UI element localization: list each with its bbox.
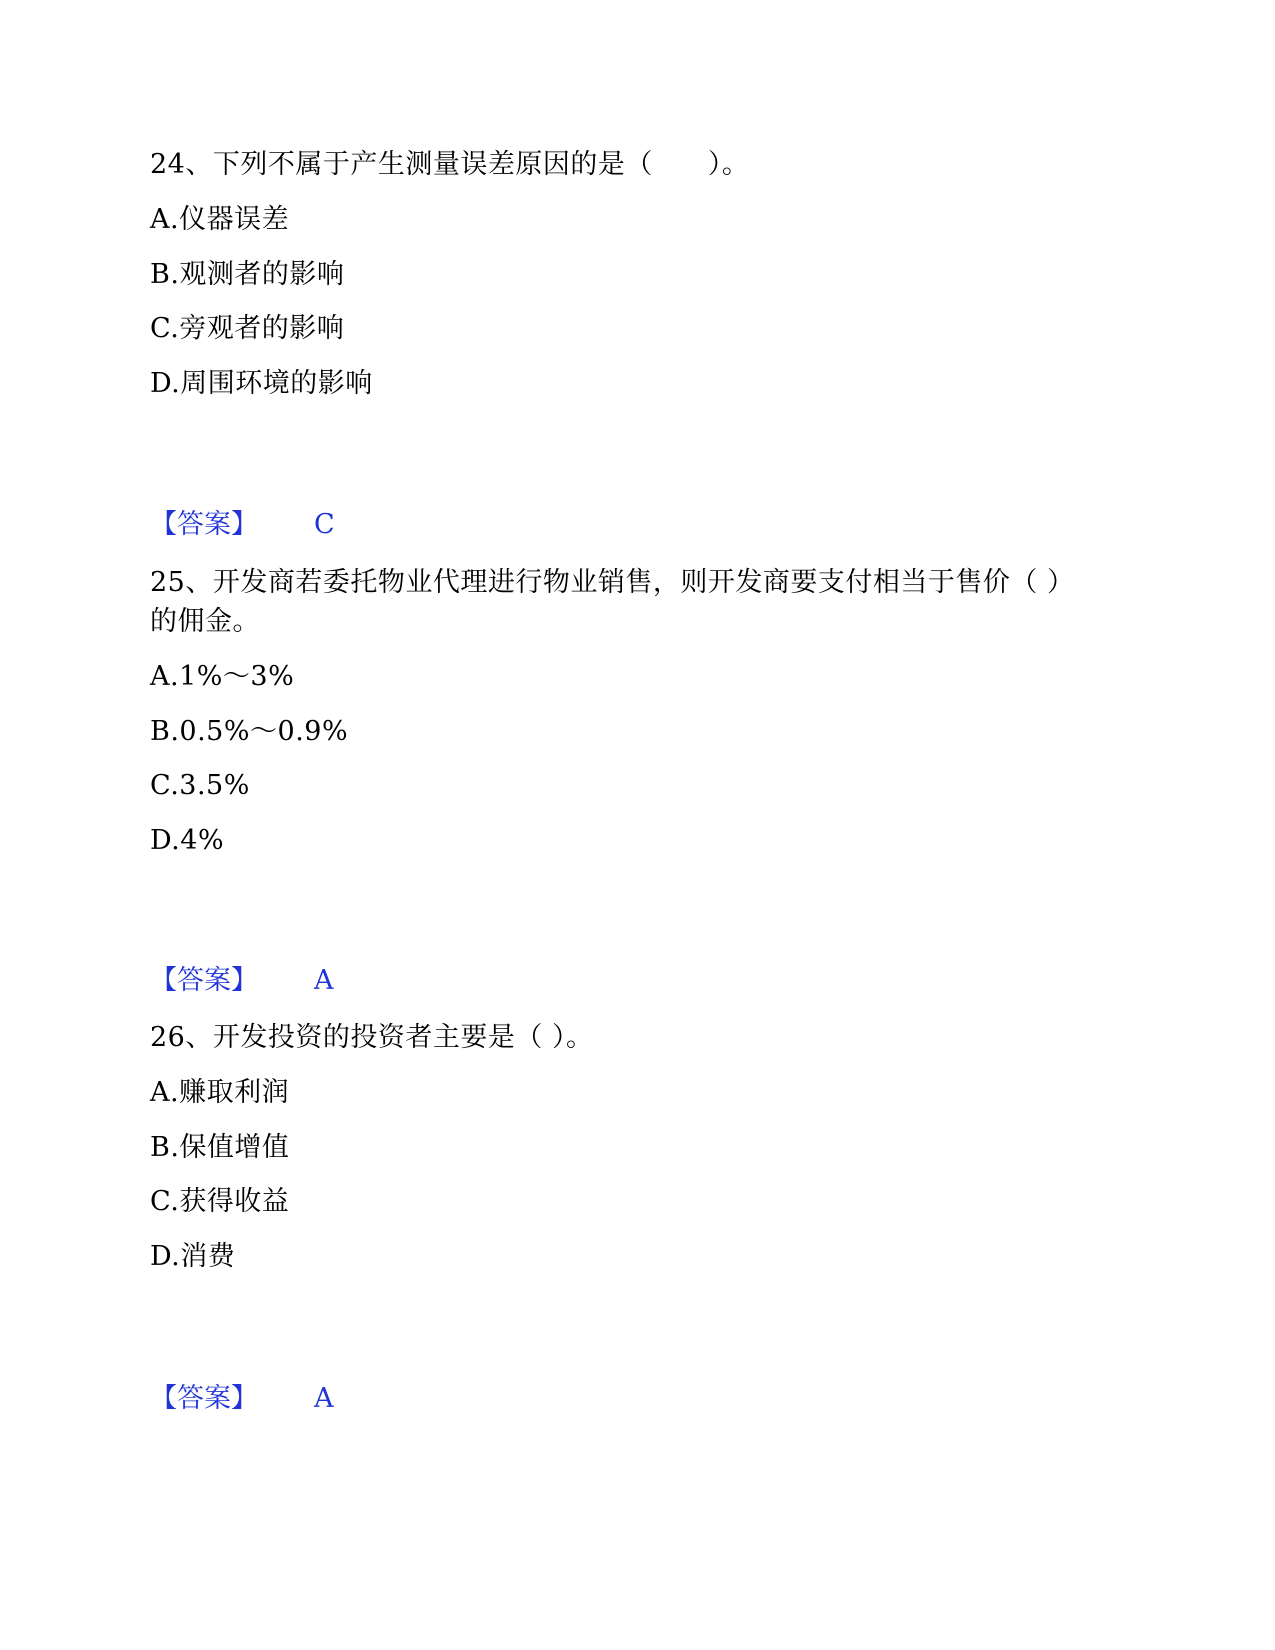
question-25-stem-line-1: 25、开发商若委托物业代理进行物业销售，则开发商要支付相当于售价（ ） xyxy=(150,567,1075,598)
question-24-option-c: C.旁观者的影响 xyxy=(150,313,345,344)
answer-value: A xyxy=(314,965,334,996)
answer-value: A xyxy=(314,1383,334,1414)
question-24-answer xyxy=(150,507,335,543)
question-25-option-c: C.3.5% xyxy=(150,770,250,801)
question-25-option-d: D.4% xyxy=(150,825,225,856)
answer-label: 【答案】 xyxy=(150,509,258,540)
question-26-option-a: A.赚取利润 xyxy=(150,1077,290,1108)
question-26-option-d: D.消费 xyxy=(150,1241,236,1272)
question-25-option-a: A.1%～3% xyxy=(150,661,295,692)
question-25-stem-line-2: 的佣金。 xyxy=(150,606,260,637)
answer-label: 【答案】 xyxy=(150,1383,258,1414)
question-25-answer xyxy=(150,963,334,999)
question-24-option-a: A.仪器误差 xyxy=(150,204,290,235)
question-26-answer xyxy=(150,1381,334,1417)
answer-value: C xyxy=(314,509,335,540)
question-24-option-b: B.观测者的影响 xyxy=(150,259,345,290)
question-26-option-c: C.获得收益 xyxy=(150,1186,290,1217)
question-25-option-b: B.0.5%～0.9% xyxy=(150,716,349,747)
question-24-stem: 24、下列不属于产生测量误差原因的是（ ）。 xyxy=(150,149,750,180)
question-26-option-b: B.保值增值 xyxy=(150,1132,290,1163)
question-26-stem: 26、开发投资的投资者主要是（ ）。 xyxy=(150,1022,594,1053)
question-24-option-d: D.周围环境的影响 xyxy=(150,368,373,399)
answer-label: 【答案】 xyxy=(150,965,258,996)
